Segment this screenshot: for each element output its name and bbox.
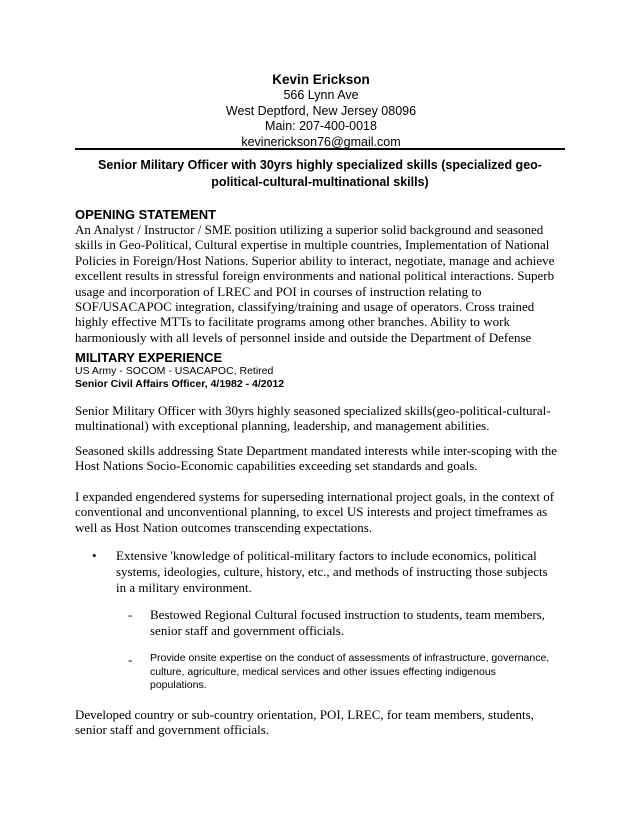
bullet-icon: • xyxy=(92,548,97,563)
military-experience-section xyxy=(75,350,567,391)
professional-headline: Senior Military Officer with 30yrs highly specialized skills (specialized geo-political-cultural-multinational skills) xyxy=(98,158,542,189)
header-divider xyxy=(75,148,565,150)
opening-statement-text: An Analyst / Instructor / SME position utilizing a superior solid background and seasoned skills in Geo-Political, Cultural expertise in multiple countries, Implementation of National Policies in Foreign/Host Nations. Superior ability to interact, negotiate, manage and achieve excellent results in stressful foreign environments and national political interactions. Superb usage and incorporation of LREC and POI in courses of instruction relating to SOF/USACAPOC integration, classifying/training and usage of operators. Cross trained highly effective MTTs to facilitate programs among other branches. Ability to work harmoniously with all levels of personnel inside and outside the Department of Defense xyxy=(75,222,555,345)
experience-paragraph-3: I expanded engendered systems for superseding international project goals, in the context of conventional and unconventional planning, to excel US interests and project timeframes as well as Host Nation outcomes transcending expectations. xyxy=(75,489,555,535)
section-title-opening: OPENING STATEMENT xyxy=(75,207,217,222)
military-position: Senior Civil Affairs Officer, 4/1982 - 4/2012 xyxy=(75,378,285,390)
experience-paragraph-1: Senior Military Officer with 30yrs highly seasoned specialized skills(geo-political-cultural-multinational) with exceptional planning, leadership, and management abilities. xyxy=(75,403,551,434)
address-line-2: West Deptford, New Jersey 08096 xyxy=(225,103,417,118)
dash-text: Provide onsite expertise on the conduct of assessments of infrastructure, governance, culture, agriculture, medical services and other issues effecting indigenous populations. xyxy=(150,652,550,691)
address-line-1: 566 Lynn Ave xyxy=(283,88,359,102)
experience-paragraph-2: Seasoned skills addressing State Department mandated interests while inter-scoping with the Host Nations Socio-Economic capabilities exceeding set standards and goals. xyxy=(75,443,558,474)
dash-icon: - xyxy=(128,652,133,667)
contact-header xyxy=(0,72,638,150)
dash-text: Bestowed Regional Cultural focused instruction to students, team members, senior staff and government officials. xyxy=(150,607,545,638)
dash-icon: - xyxy=(128,607,133,622)
bullet-text: Extensive 'knowledge of political-military factors to include economics, political systems, ideologies, culture, history, etc., and methods of instructing those subjects in a military environment. xyxy=(116,548,548,595)
opening-statement-section xyxy=(75,207,567,345)
military-organization: US Army - SOCOM - USACAPOC, Retired xyxy=(75,365,274,377)
experience-paragraph-4: Developed country or sub-country orientation, POI, LREC, for team members, students, senior staff and government officials. xyxy=(75,707,534,738)
phone-number: Main: 207-400-0018 xyxy=(265,119,377,133)
candidate-name: Kevin Erickson xyxy=(272,72,370,87)
section-title-military: MILITARY EXPERIENCE xyxy=(75,350,223,365)
email-address[interactable]: kevinerickson76@gmail.com xyxy=(241,134,401,149)
